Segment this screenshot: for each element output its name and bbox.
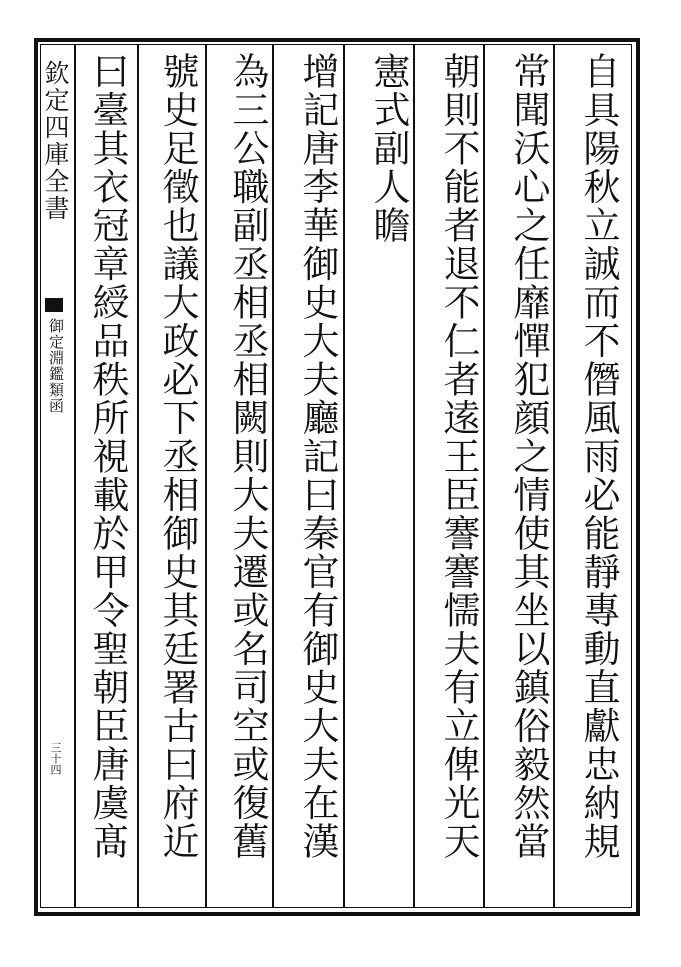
column-rule — [272, 44, 274, 908]
text-column: 常聞沃心之任靡憚犯顔之情使其坐以鎮俗毅然當 — [507, 52, 550, 861]
volume-title: 御定淵鑑類函 — [47, 318, 65, 414]
text-column: 增記唐李華御史大夫廳記曰秦官有御史大夫在漢 — [296, 52, 339, 861]
column-rule — [413, 44, 415, 908]
text-column: 號史足徵也議大政必下丞相御史其廷署古曰府近 — [156, 52, 199, 861]
fish-tail-mark — [45, 298, 63, 312]
text-column: 朝則不能者退不仁者逺王臣謇謇懦夫有立俾光天 — [437, 52, 480, 861]
text-column: 自具陽秋立誠而不僭風雨必能靜專動直獻忠納規 — [577, 52, 620, 861]
column-rule — [483, 44, 485, 908]
column-rule — [343, 44, 345, 908]
column-rule — [553, 44, 555, 908]
book-title: 欽定四庫全書 — [41, 60, 70, 222]
text-column: 憲式副人瞻 — [367, 52, 410, 245]
column-rule — [137, 44, 139, 908]
page-number: 三十四 — [49, 742, 62, 775]
text-column: 曰臺其衣冠章綬品秩所視載於甲令聖朝臣唐虞髙 — [86, 52, 129, 861]
text-column: 為三公職副丞相丞相闕則大夫遷或名司空或復舊 — [226, 52, 269, 861]
column-rule — [74, 44, 76, 908]
column-rule — [205, 44, 207, 908]
